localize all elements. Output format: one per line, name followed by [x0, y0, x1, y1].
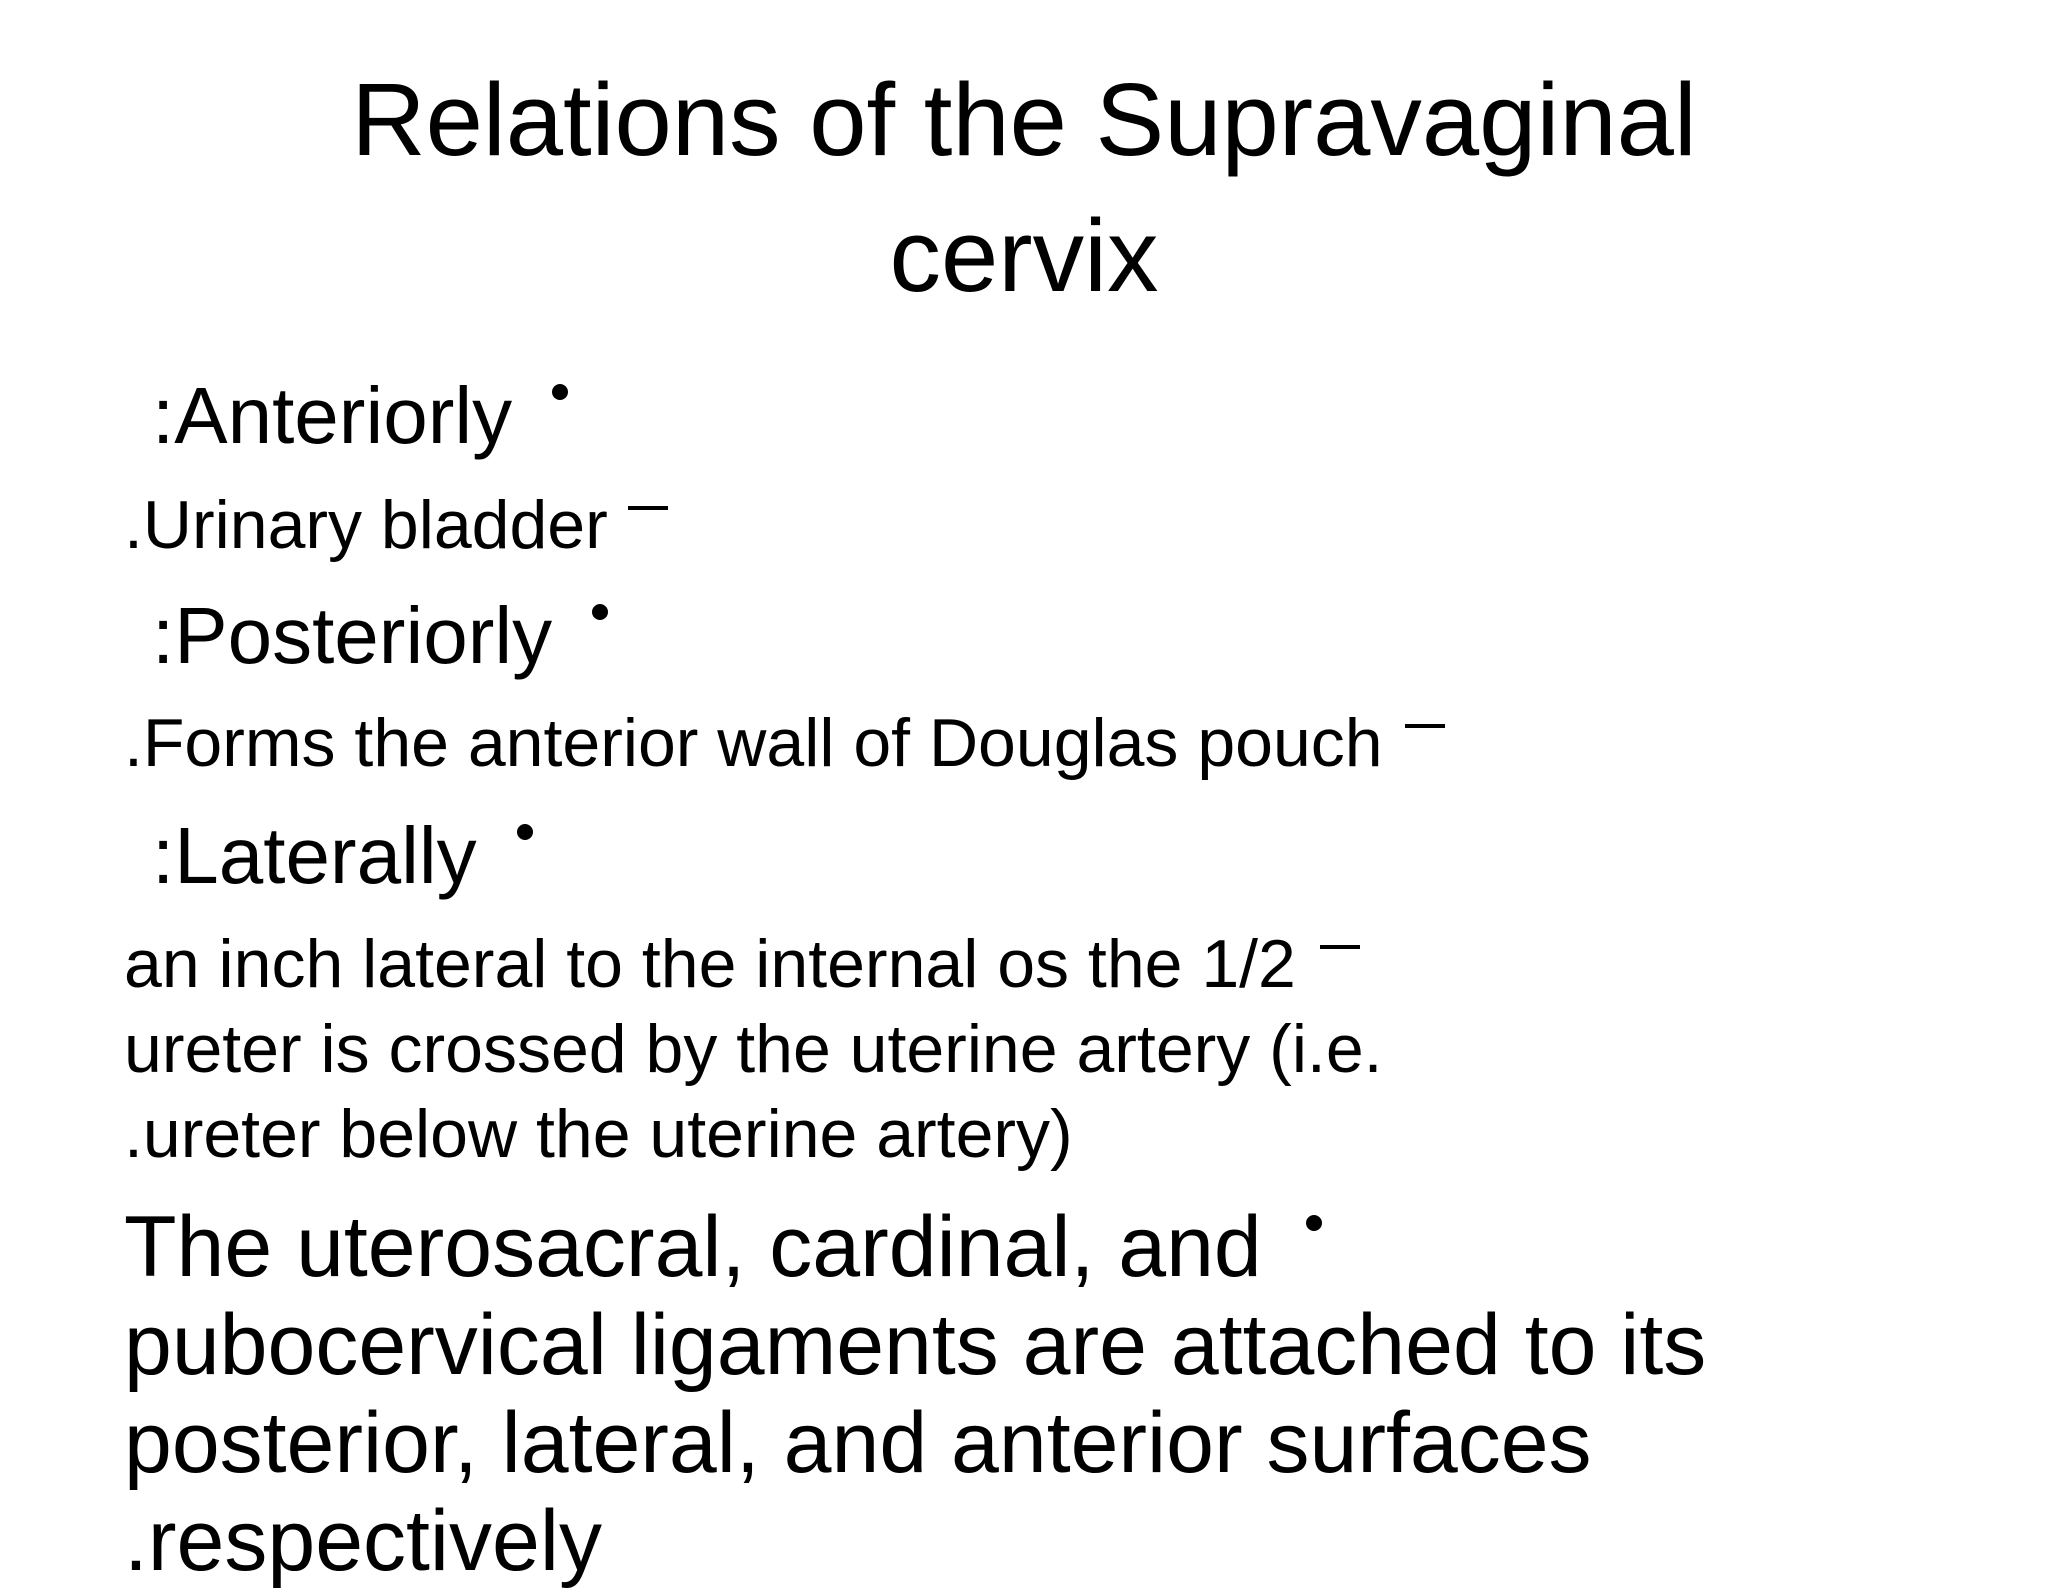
bullet-anteriorly-text: :Anteriorly — [152, 371, 513, 460]
dash-icon — [1405, 724, 1445, 728]
title-line-2: cervix — [889, 198, 1159, 313]
subitem-urinary-bladder — [124, 486, 668, 564]
subitem-ureter-line-1-text: an inch lateral to the internal os the 1/2 — [124, 926, 1296, 1002]
bullet-laterally — [152, 810, 533, 902]
bullet-ligaments-line-2: pubocervical ligaments are attached to its — [124, 1297, 1707, 1393]
bullet-dot-icon — [552, 384, 568, 400]
subitem-ureter-line-3: .ureter below the uterine artery) — [124, 1096, 1073, 1172]
subitem-urinary-bladder-text: .Urinary bladder — [124, 487, 608, 563]
bullet-dot-icon — [592, 604, 608, 620]
bullet-ligaments-line-3: posterior, lateral, and anterior surfaces — [124, 1395, 1592, 1491]
bullet-ligaments-line-1 — [124, 1198, 1322, 1297]
title-line-1: Relations of the Supravaginal — [351, 62, 1697, 177]
bullet-dot-icon — [1306, 1215, 1322, 1231]
subitem-douglas-pouch — [124, 704, 1445, 782]
bullet-ligaments-line-4: .respectively — [124, 1493, 602, 1589]
subitem-ureter-line-1 — [124, 925, 1360, 1003]
bullet-posteriorly — [152, 590, 608, 682]
dash-icon — [1320, 945, 1360, 949]
bullet-anteriorly — [152, 370, 568, 462]
subitem-ureter-line-2: ureter is crossed by the uterine artery (i.e. — [124, 1011, 1383, 1087]
bullet-laterally-text: :Laterally — [152, 811, 477, 900]
bullet-dot-icon — [517, 824, 533, 840]
slide-title — [0, 52, 2048, 324]
bullet-posteriorly-text: :Posteriorly — [152, 591, 553, 680]
subitem-douglas-pouch-text: .Forms the anterior wall of Douglas pouch — [124, 705, 1383, 781]
dash-icon — [628, 506, 668, 510]
bullet-ligaments-line-1-text: The uterosacral, cardinal, and — [124, 1199, 1262, 1295]
